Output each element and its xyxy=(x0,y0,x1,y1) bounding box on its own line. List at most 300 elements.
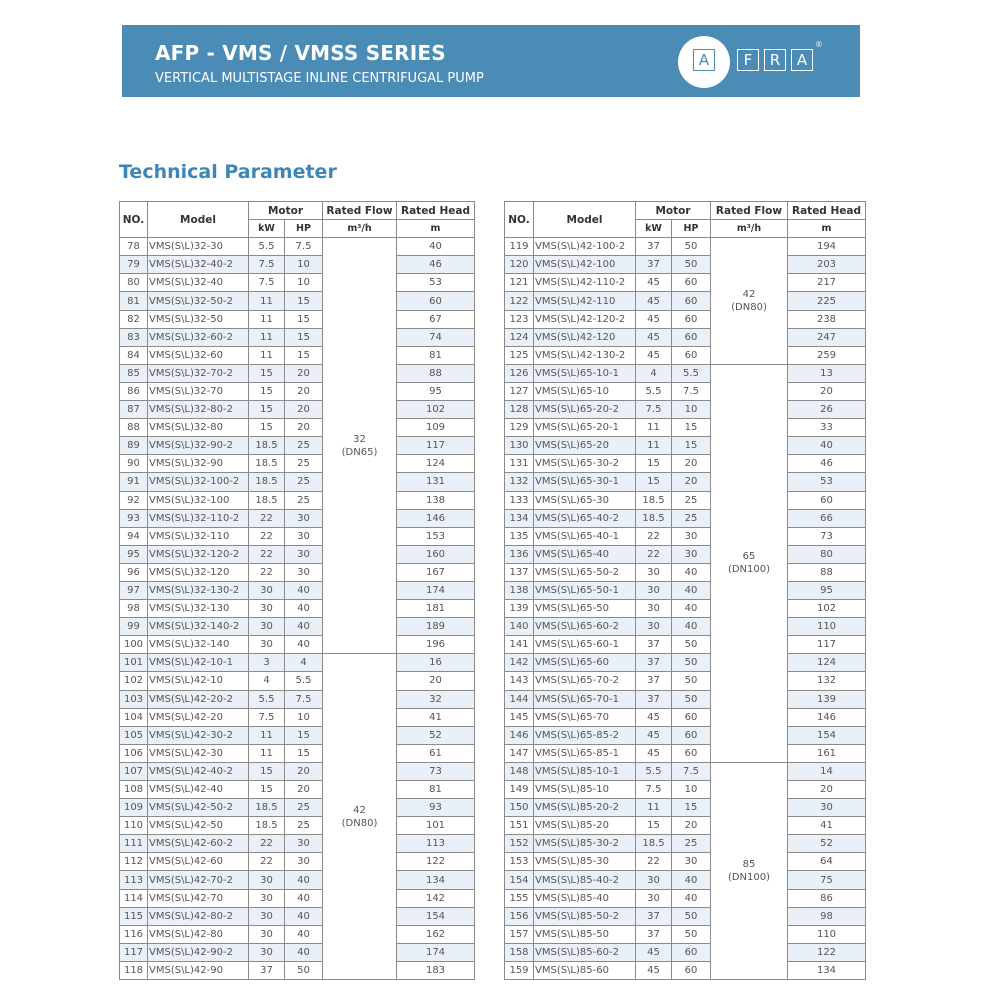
row-kw: 11 xyxy=(249,328,285,346)
row-model: VMS(S\L)65-30 xyxy=(534,491,636,509)
rated-flow-group xyxy=(711,238,788,365)
row-head: 93 xyxy=(397,799,475,817)
table-row xyxy=(505,889,866,907)
table-row xyxy=(505,328,866,346)
row-hp: 30 xyxy=(672,527,711,545)
table-row xyxy=(120,455,475,473)
row-no: 94 xyxy=(120,527,148,545)
row-no: 138 xyxy=(505,581,534,599)
row-model: VMS(S\L)32-140 xyxy=(148,636,249,654)
row-model: VMS(S\L)65-60 xyxy=(534,654,636,672)
logo-letter-a: A xyxy=(693,49,715,71)
table-row xyxy=(505,744,866,762)
row-hp: 25 xyxy=(285,491,323,509)
row-model: VMS(S\L)65-50-1 xyxy=(534,581,636,599)
row-hp: 20 xyxy=(672,473,711,491)
row-model: VMS(S\L)42-110-2 xyxy=(534,274,636,292)
row-kw: 37 xyxy=(636,925,672,943)
row-model: VMS(S\L)85-20-2 xyxy=(534,799,636,817)
row-head: 124 xyxy=(397,455,475,473)
rated-flow-dn: (DN65) xyxy=(341,446,378,458)
table-row xyxy=(120,545,475,563)
row-hp: 40 xyxy=(285,871,323,889)
row-hp: 30 xyxy=(672,853,711,871)
col-header-hp: HP xyxy=(672,220,711,238)
row-hp: 30 xyxy=(285,545,323,563)
row-kw: 15 xyxy=(636,473,672,491)
row-hp: 40 xyxy=(285,907,323,925)
row-model: VMS(S\L)42-30 xyxy=(148,744,249,762)
row-head: 153 xyxy=(397,527,475,545)
row-model: VMS(S\L)65-85-1 xyxy=(534,744,636,762)
row-kw: 18.5 xyxy=(249,437,285,455)
row-model: VMS(S\L)65-20-1 xyxy=(534,419,636,437)
row-head: 174 xyxy=(397,581,475,599)
row-hp: 30 xyxy=(672,545,711,563)
row-kw: 37 xyxy=(636,690,672,708)
row-kw: 45 xyxy=(636,274,672,292)
row-hp: 30 xyxy=(285,563,323,581)
row-head: 122 xyxy=(788,943,866,961)
col-header-motor: Motor xyxy=(249,202,323,220)
row-no: 101 xyxy=(120,654,148,672)
row-no: 107 xyxy=(120,762,148,780)
row-hp: 25 xyxy=(285,799,323,817)
row-no: 141 xyxy=(505,636,534,654)
row-head: 13 xyxy=(788,364,866,382)
row-model: VMS(S\L)65-60-1 xyxy=(534,636,636,654)
row-no: 148 xyxy=(505,762,534,780)
table-row xyxy=(120,672,475,690)
row-model: VMS(S\L)42-110 xyxy=(534,292,636,310)
row-model: VMS(S\L)42-10 xyxy=(148,672,249,690)
row-head: 30 xyxy=(788,799,866,817)
logo-letter-a2: A xyxy=(791,49,813,71)
row-no: 95 xyxy=(120,545,148,563)
row-no: 135 xyxy=(505,527,534,545)
row-model: VMS(S\L)85-10 xyxy=(534,781,636,799)
row-model: VMS(S\L)85-60-2 xyxy=(534,943,636,961)
table-row xyxy=(505,509,866,527)
row-kw: 22 xyxy=(636,545,672,563)
row-kw: 22 xyxy=(636,527,672,545)
row-head: 40 xyxy=(397,238,475,256)
row-kw: 5.5 xyxy=(636,762,672,780)
rated-flow-dn: (DN80) xyxy=(341,817,378,829)
row-head: 183 xyxy=(397,961,475,979)
table-row xyxy=(120,364,475,382)
row-kw: 11 xyxy=(636,419,672,437)
row-kw: 11 xyxy=(636,799,672,817)
row-model: VMS(S\L)65-40 xyxy=(534,545,636,563)
row-head: 53 xyxy=(788,473,866,491)
row-no: 154 xyxy=(505,871,534,889)
row-kw: 18.5 xyxy=(636,509,672,527)
table-row xyxy=(505,636,866,654)
row-head: 124 xyxy=(788,654,866,672)
row-kw: 30 xyxy=(249,907,285,925)
row-no: 108 xyxy=(120,781,148,799)
row-kw: 22 xyxy=(249,563,285,581)
row-no: 139 xyxy=(505,600,534,618)
parameter-table-left xyxy=(119,201,475,980)
row-model: VMS(S\L)42-50 xyxy=(148,817,249,835)
table-row xyxy=(120,889,475,907)
row-model: VMS(S\L)65-70-2 xyxy=(534,672,636,690)
registered-mark: ® xyxy=(816,40,822,49)
row-kw: 37 xyxy=(636,907,672,925)
table-row xyxy=(505,853,866,871)
table-row xyxy=(120,527,475,545)
row-no: 158 xyxy=(505,943,534,961)
table-row xyxy=(120,419,475,437)
table-row xyxy=(120,310,475,328)
row-hp: 25 xyxy=(285,455,323,473)
row-no: 102 xyxy=(120,672,148,690)
rated-flow-value: 42 xyxy=(353,804,366,816)
row-model: VMS(S\L)42-100-2 xyxy=(534,238,636,256)
row-head: 20 xyxy=(788,382,866,400)
row-no: 79 xyxy=(120,256,148,274)
table-row xyxy=(505,672,866,690)
row-no: 89 xyxy=(120,437,148,455)
row-hp: 60 xyxy=(672,708,711,726)
row-model: VMS(S\L)42-40 xyxy=(148,781,249,799)
row-head: 95 xyxy=(788,581,866,599)
col-header-hp: HP xyxy=(285,220,323,238)
row-head: 134 xyxy=(397,871,475,889)
row-kw: 4 xyxy=(249,672,285,690)
row-kw: 5.5 xyxy=(249,690,285,708)
row-head: 138 xyxy=(397,491,475,509)
table-row xyxy=(505,799,866,817)
table-row xyxy=(505,274,866,292)
row-hp: 15 xyxy=(672,437,711,455)
row-kw: 30 xyxy=(249,636,285,654)
row-hp: 30 xyxy=(285,835,323,853)
row-no: 83 xyxy=(120,328,148,346)
logo-letter-r: R xyxy=(764,49,786,71)
row-kw: 22 xyxy=(249,527,285,545)
row-model: VMS(S\L)85-30 xyxy=(534,853,636,871)
row-kw: 45 xyxy=(636,328,672,346)
row-no: 143 xyxy=(505,672,534,690)
row-hp: 25 xyxy=(672,491,711,509)
table-row xyxy=(120,925,475,943)
row-head: 60 xyxy=(788,491,866,509)
row-model: VMS(S\L)32-80-2 xyxy=(148,401,249,419)
parameter-table-right xyxy=(504,201,866,980)
row-model: VMS(S\L)65-50-2 xyxy=(534,563,636,581)
table-row xyxy=(505,401,866,419)
row-no: 126 xyxy=(505,364,534,382)
row-model: VMS(S\L)85-40 xyxy=(534,889,636,907)
table-row xyxy=(505,346,866,364)
row-model: VMS(S\L)32-70 xyxy=(148,382,249,400)
row-head: 247 xyxy=(788,328,866,346)
row-kw: 30 xyxy=(636,618,672,636)
table-row xyxy=(120,817,475,835)
row-head: 81 xyxy=(397,781,475,799)
row-hp: 10 xyxy=(285,256,323,274)
row-model: VMS(S\L)65-70-1 xyxy=(534,690,636,708)
table-row xyxy=(505,256,866,274)
row-no: 110 xyxy=(120,817,148,835)
row-no: 136 xyxy=(505,545,534,563)
row-head: 26 xyxy=(788,401,866,419)
row-no: 155 xyxy=(505,889,534,907)
table-row xyxy=(505,943,866,961)
row-hp: 50 xyxy=(672,907,711,925)
row-no: 86 xyxy=(120,382,148,400)
table-row xyxy=(505,473,866,491)
afra-logo xyxy=(678,36,822,86)
row-head: 86 xyxy=(788,889,866,907)
row-head: 117 xyxy=(397,437,475,455)
row-kw: 22 xyxy=(249,509,285,527)
table-row xyxy=(505,545,866,563)
row-model: VMS(S\L)32-30 xyxy=(148,238,249,256)
row-model: VMS(S\L)85-50 xyxy=(534,925,636,943)
row-head: 142 xyxy=(397,889,475,907)
row-kw: 37 xyxy=(249,961,285,979)
row-hp: 40 xyxy=(285,636,323,654)
row-model: VMS(S\L)32-40-2 xyxy=(148,256,249,274)
row-head: 189 xyxy=(397,618,475,636)
row-kw: 15 xyxy=(249,401,285,419)
row-hp: 40 xyxy=(672,581,711,599)
row-hp: 50 xyxy=(672,238,711,256)
row-head: 61 xyxy=(397,744,475,762)
row-no: 97 xyxy=(120,581,148,599)
row-no: 124 xyxy=(505,328,534,346)
table-row xyxy=(505,618,866,636)
table-row xyxy=(505,817,866,835)
row-hp: 5.5 xyxy=(672,364,711,382)
row-hp: 7.5 xyxy=(285,238,323,256)
row-hp: 60 xyxy=(672,943,711,961)
row-no: 133 xyxy=(505,491,534,509)
row-head: 122 xyxy=(397,853,475,871)
row-kw: 15 xyxy=(636,817,672,835)
rated-flow-group xyxy=(711,364,788,762)
row-no: 113 xyxy=(120,871,148,889)
col-header-no: NO. xyxy=(120,202,148,238)
row-head: 14 xyxy=(788,762,866,780)
col-header-rated-flow: Rated Flow xyxy=(711,202,788,220)
row-hp: 40 xyxy=(285,943,323,961)
row-kw: 18.5 xyxy=(249,799,285,817)
row-kw: 22 xyxy=(249,835,285,853)
row-model: VMS(S\L)32-120-2 xyxy=(148,545,249,563)
row-kw: 30 xyxy=(636,581,672,599)
row-kw: 30 xyxy=(249,889,285,907)
row-head: 259 xyxy=(788,346,866,364)
row-kw: 37 xyxy=(636,672,672,690)
row-head: 174 xyxy=(397,943,475,961)
row-model: VMS(S\L)42-120-2 xyxy=(534,310,636,328)
row-hp: 40 xyxy=(285,581,323,599)
row-hp: 20 xyxy=(672,455,711,473)
row-no: 103 xyxy=(120,690,148,708)
row-hp: 20 xyxy=(285,419,323,437)
row-kw: 15 xyxy=(249,781,285,799)
row-head: 33 xyxy=(788,419,866,437)
row-kw: 22 xyxy=(249,853,285,871)
row-model: VMS(S\L)65-70 xyxy=(534,708,636,726)
row-model: VMS(S\L)65-85-2 xyxy=(534,726,636,744)
row-model: VMS(S\L)65-30-1 xyxy=(534,473,636,491)
row-hp: 7.5 xyxy=(672,762,711,780)
row-model: VMS(S\L)32-110 xyxy=(148,527,249,545)
row-head: 52 xyxy=(397,726,475,744)
rated-flow-value: 85 xyxy=(742,858,756,870)
table-row xyxy=(120,328,475,346)
row-no: 114 xyxy=(120,889,148,907)
row-hp: 50 xyxy=(672,256,711,274)
row-kw: 18.5 xyxy=(249,455,285,473)
row-model: VMS(S\L)32-120 xyxy=(148,563,249,581)
row-hp: 40 xyxy=(285,618,323,636)
row-head: 73 xyxy=(397,762,475,780)
row-model: VMS(S\L)42-70 xyxy=(148,889,249,907)
row-kw: 30 xyxy=(249,600,285,618)
table-row xyxy=(505,654,866,672)
row-model: VMS(S\L)42-40-2 xyxy=(148,762,249,780)
row-kw: 30 xyxy=(636,871,672,889)
table-row xyxy=(120,473,475,491)
rated-flow-dn: (DN80) xyxy=(731,302,767,314)
row-hp: 40 xyxy=(672,889,711,907)
row-model: VMS(S\L)85-60 xyxy=(534,961,636,979)
row-kw: 5.5 xyxy=(636,382,672,400)
row-model: VMS(S\L)32-100-2 xyxy=(148,473,249,491)
row-head: 146 xyxy=(397,509,475,527)
row-no: 82 xyxy=(120,310,148,328)
table-row xyxy=(120,654,475,672)
table-row xyxy=(120,871,475,889)
row-kw: 45 xyxy=(636,961,672,979)
row-kw: 30 xyxy=(249,943,285,961)
row-head: 162 xyxy=(397,925,475,943)
table-row xyxy=(505,690,866,708)
row-kw: 7.5 xyxy=(636,781,672,799)
table-row xyxy=(505,292,866,310)
row-model: VMS(S\L)42-130-2 xyxy=(534,346,636,364)
row-head: 225 xyxy=(788,292,866,310)
row-no: 122 xyxy=(505,292,534,310)
row-kw: 37 xyxy=(636,238,672,256)
row-kw: 5.5 xyxy=(249,238,285,256)
row-head: 110 xyxy=(788,618,866,636)
row-kw: 45 xyxy=(636,744,672,762)
row-kw: 15 xyxy=(249,364,285,382)
row-kw: 4 xyxy=(636,364,672,382)
row-no: 125 xyxy=(505,346,534,364)
row-head: 46 xyxy=(397,256,475,274)
row-kw: 15 xyxy=(636,455,672,473)
row-hp: 40 xyxy=(285,889,323,907)
row-no: 80 xyxy=(120,274,148,292)
row-no: 115 xyxy=(120,907,148,925)
row-hp: 5.5 xyxy=(285,672,323,690)
table-row xyxy=(120,853,475,871)
row-no: 109 xyxy=(120,799,148,817)
row-no: 140 xyxy=(505,618,534,636)
row-head: 66 xyxy=(788,509,866,527)
row-no: 156 xyxy=(505,907,534,925)
table-row xyxy=(120,618,475,636)
row-head: 101 xyxy=(397,817,475,835)
table-row xyxy=(505,781,866,799)
row-hp: 50 xyxy=(672,672,711,690)
row-hp: 20 xyxy=(672,817,711,835)
row-model: VMS(S\L)42-60-2 xyxy=(148,835,249,853)
row-kw: 45 xyxy=(636,346,672,364)
row-hp: 20 xyxy=(285,781,323,799)
row-head: 110 xyxy=(788,925,866,943)
row-no: 88 xyxy=(120,419,148,437)
row-head: 117 xyxy=(788,636,866,654)
col-header-no: NO. xyxy=(505,202,534,238)
table-row xyxy=(120,943,475,961)
row-hp: 15 xyxy=(285,744,323,762)
row-model: VMS(S\L)42-60 xyxy=(148,853,249,871)
row-no: 128 xyxy=(505,401,534,419)
row-head: 64 xyxy=(788,853,866,871)
row-model: VMS(S\L)85-20 xyxy=(534,817,636,835)
table-row xyxy=(120,292,475,310)
row-hp: 60 xyxy=(672,328,711,346)
row-no: 116 xyxy=(120,925,148,943)
table-row xyxy=(505,726,866,744)
col-header-rated-head: Rated Head xyxy=(397,202,475,220)
row-hp: 30 xyxy=(285,853,323,871)
table-row xyxy=(120,238,475,256)
table-row xyxy=(120,781,475,799)
row-head: 16 xyxy=(397,654,475,672)
row-model: VMS(S\L)32-140-2 xyxy=(148,618,249,636)
row-hp: 60 xyxy=(672,744,711,762)
table-row xyxy=(505,419,866,437)
row-kw: 11 xyxy=(636,437,672,455)
row-hp: 10 xyxy=(672,781,711,799)
row-model: VMS(S\L)32-70-2 xyxy=(148,364,249,382)
row-kw: 22 xyxy=(636,853,672,871)
row-kw: 11 xyxy=(249,346,285,364)
row-no: 106 xyxy=(120,744,148,762)
row-head: 139 xyxy=(788,690,866,708)
row-no: 150 xyxy=(505,799,534,817)
row-model: VMS(S\L)32-80 xyxy=(148,419,249,437)
row-head: 32 xyxy=(397,690,475,708)
table-row xyxy=(120,690,475,708)
row-head: 95 xyxy=(397,382,475,400)
row-hp: 60 xyxy=(672,274,711,292)
table-row xyxy=(505,708,866,726)
row-no: 119 xyxy=(505,238,534,256)
row-model: VMS(S\L)42-80 xyxy=(148,925,249,943)
row-kw: 45 xyxy=(636,310,672,328)
row-kw: 37 xyxy=(636,654,672,672)
row-model: VMS(S\L)42-70-2 xyxy=(148,871,249,889)
row-hp: 10 xyxy=(672,401,711,419)
row-head: 102 xyxy=(397,401,475,419)
table-row xyxy=(120,799,475,817)
row-model: VMS(S\L)42-10-1 xyxy=(148,654,249,672)
table-row xyxy=(120,726,475,744)
table-row xyxy=(120,581,475,599)
